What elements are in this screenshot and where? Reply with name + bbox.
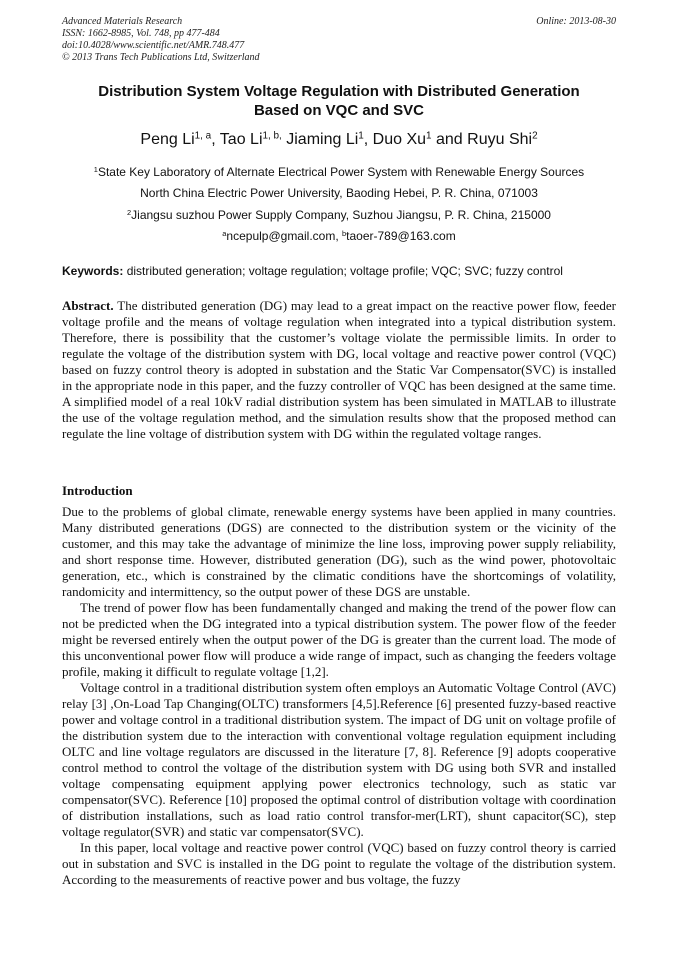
title-line-1: Distribution System Voltage Regulation with Distributed Generation (98, 83, 580, 100)
email-line (62, 229, 616, 243)
author-sup: 1, b, (262, 130, 282, 142)
intro-paragraph: In this paper, local voltage and reactive power control (VQC) based on fuzzy control theory is carried out in substation and SVC is installed in the DG point to regulate the voltage of the distribution system. According to the measurements of reactive power and bus voltage, the fuzzy (62, 840, 616, 887)
author-sup: 1 (358, 130, 364, 142)
author-sep: , (363, 131, 373, 148)
abstract (62, 298, 616, 442)
paper-title (62, 82, 616, 120)
keywords-line (62, 264, 616, 278)
intro-paragraph: The trend of power flow has been fundamentally changed and making the trend of the power flow can not be predicted when the DG integrated into a typical distribution system. The power flow of the feeder might be reversed entirely when the output power of the DG is greater than the current load. The mode of this unconventional power flow will produce a wide range of impact, such as changing the feeders voltage profile, making it difficult to regulate voltage [1,2]. (62, 600, 616, 679)
affiliation-1-line-2: North China Electric Power University, Baoding Hebei, P. R. China, 071003 (140, 186, 538, 200)
intro-paragraph: Due to the problems of global climate, renewable energy systems have been applied in many countries. Many distributed generations (DGS) are connected to the distribution system or the vicinity of the customer, and this may take the advantage of minimize the line loss, improving power supply reliability, and short response time. However, distributed generation (DG), such as the wind power, photovoltaic generation, etc., which is constrained by the climatic conditions have the shortcomings of volatility, randomicity and intermittency, so the output power of these DGS are unstable. (62, 504, 616, 599)
author-sup: 1, a (194, 130, 212, 142)
introduction-heading: Introduction (62, 483, 133, 498)
online-date: Online: 2013-08-30 (536, 16, 616, 27)
author-name: Ruyu Shi (467, 131, 533, 148)
affiliation-2-text: Jiangsu suzhou Power Supply Company, Suzhou Jiangsu, P. R. China, 215000 (131, 208, 551, 222)
author-sep: , (211, 131, 220, 148)
author-name: Peng Li (140, 131, 195, 148)
author-sep: and (431, 131, 468, 148)
keywords-text: distributed generation; voltage regulation; voltage profile; VQC; SVC; fuzzy control (123, 264, 563, 278)
affiliation-2-sup: 2 (127, 207, 132, 217)
affiliation-1-text: State Key Laboratory of Alternate Electrical Power System with Renewable Energy Sources (97, 165, 585, 179)
introduction-body (62, 504, 616, 888)
author-name: Tao Li (219, 131, 263, 148)
email-b: taoer-789@163.com (346, 229, 456, 243)
copyright-line: © 2013 Trans Tech Publications Ltd, Switzerland (62, 52, 260, 63)
doi-line: doi:10.4028/www.scientific.net/AMR.748.477 (62, 40, 245, 51)
abstract-text: The distributed generation (DG) may lead to a great impact on the reactive power flow, feeder voltage profile and the means of voltage regulation when integrated into a typical distribution system. Therefore, there is possibility that the customer’s voltage violate the permissible limits. In order to regulate the voltage of the distribution system with DG, local voltage and reactive power control (VQC) based on fuzzy control theory is adopted in substation and the Static Var Compensator(SVC) is installed in the appropriate node in this paper, and the fuzzy controller of VQC has been designed at the same time. A simplified model of a real 10kV radial distribution system has been simulated in MATLAB to illustrate the use of the voltage regulation method, and the simulation results show that the proposed method can regulate the line voltage of distribution system with DG within the regulated voltage ranges. (62, 298, 616, 441)
title-line-2: Based on VQC and SVC (253, 102, 425, 119)
affiliation-1-line-1 (62, 165, 616, 179)
affiliation-2 (62, 208, 616, 222)
issn-line: ISSN: 1662-8985, Vol. 748, pp 477-484 (62, 28, 220, 39)
keywords-label: Keywords: (62, 264, 124, 278)
email-a: ncepulp@gmail.com, (226, 229, 342, 243)
author-sup: 2 (532, 130, 538, 142)
author-name: Duo Xu (372, 131, 427, 148)
email-a-sup: a (222, 228, 227, 238)
author-list (62, 130, 616, 150)
intro-paragraph: Voltage control in a traditional distribution system often employs an Automatic Voltage Control (AVC) relay [3] ,On-Load Tap Changing(OLTC) transformers [4,5].Reference [6] presented fuzzy-based reactive power and voltage control in a traditional distribution system. The impact of DG unit on voltage profile of the distribution system due to the interaction with conventional voltage regulation equipment including OLTC and line voltage regulators are discussed in the literature [7, 8]. Reference [9] adopts cooperative control method to control the voltage of the distribution system with DG using both SVR and installed voltage compensating equipment applying power electronics technology, such as static var compensator(SVC). Reference [10] proposed the optimal control of distribution voltage with coordination of distribution installations, such as load ratio control transfor-mer(LRT), shunt capacitor(SC), step voltage regulator(SVR) and static var compensator(SVC). (62, 680, 616, 839)
affiliation-1-sup: 1 (93, 164, 98, 174)
author-sup: 1 (426, 130, 432, 142)
email-b-sup: b (342, 228, 347, 238)
abstract-label: Abstract. (62, 298, 114, 313)
journal-name: Advanced Materials Research (62, 16, 183, 27)
author-name: Jiaming Li (286, 131, 359, 148)
